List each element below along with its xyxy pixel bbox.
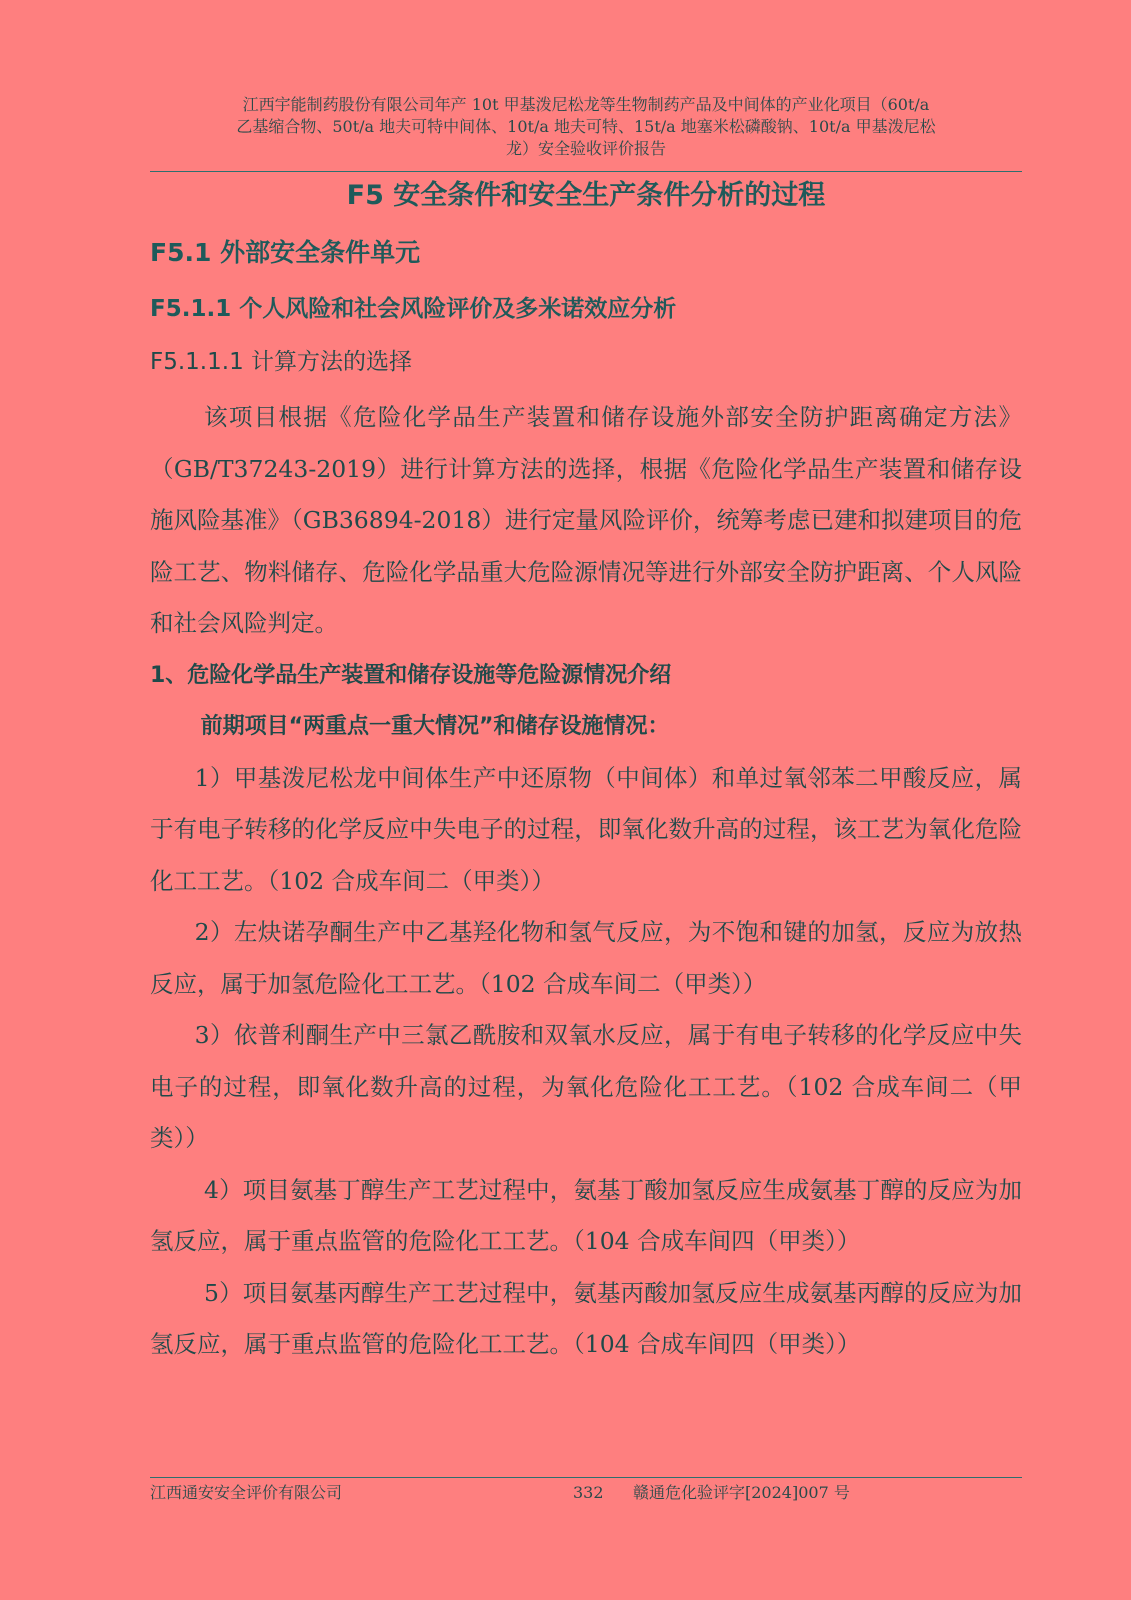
subsubsection-heading: F5.1.1.1 计算方法的选择 (150, 349, 413, 375)
list-item-5: 5）项目氨基丙醇生产工艺过程中，氨基丙酸加氢反应生成氨基丙醇的反应为加氢反应，属于重点监管的危险化工工艺。（104 合成车间四（甲类）） (150, 1278, 1022, 1358)
body-text (150, 392, 1022, 1371)
footer-divider (150, 1477, 1022, 1478)
page-number: 332 (573, 1483, 604, 1502)
chapter-title: F5 安全条件和安全生产条件分析的过程 (346, 180, 826, 211)
header-line-1: 江西宇能制药股份有限公司年产 10t 甲基泼尼松龙等生物制药产品及中间体的产业化项目（60t/a (242, 95, 930, 114)
header-line-2: 乙基缩合物、50t/a 地夫可特中间体、10t/a 地夫可特、15t/a 地塞米松磷酸钠、10t/a 甲基泼尼松 (236, 117, 936, 136)
page-header (150, 94, 1022, 160)
header-divider (150, 171, 1022, 172)
subsection-heading: F5.1.1 个人风险和社会风险评价及多米诺效应分析 (150, 296, 677, 322)
section-heading: F5.1 外部安全条件单元 (150, 238, 421, 267)
document-page (150, 0, 1022, 1600)
document-number: 赣通危化验评字[2024]007 号 (633, 1483, 850, 1502)
list-heading-2: 前期项目“两重点一重大情况”和储存设施情况： (200, 714, 670, 739)
list-item-2: 2）左炔诺孕酮生产中乙基羟化物和氢气反应，为不饱和键的加氢，反应为放热反应，属于加氢危险化工工艺。（102 合成车间二（甲类）） (150, 918, 1022, 998)
list-heading-1: 1、危险化学品生产装置和储存设施等危险源情况介绍 (150, 662, 672, 688)
list-item-4: 4）项目氨基丁醇生产工艺过程中，氨基丁酸加氢反应生成氨基丁醇的反应为加氢反应，属于重点监管的危险化工工艺。（104 合成车间四（甲类）） (150, 1175, 1022, 1255)
list-item-3: 3）依普利酮生产中三氯乙酰胺和双氧水反应，属于有电子转移的化学反应中失电子的过程，即氧化数升高的过程，为氧化危险化工工艺。（102 合成车间二（甲类）） (150, 1021, 1022, 1152)
list-item-1: 1）甲基泼尼松龙中间体生产中还原物（中间体）和单过氧邻苯二甲酸反应，属于有电子转移的化学反应中失电子的过程，即氧化数升高的过程，该工艺为氧化危险化工工艺。（102 合成车间二（甲类）） (150, 763, 1022, 895)
footer-company: 江西通安安全评价有限公司 (150, 1483, 343, 1502)
intro-paragraph: 该项目根据《危险化学品生产装置和储存设施外部安全防护距离确定方法》（GB/T37243-2019）进行计算方法的选择，根据《危险化学品生产装置和储存设施风险基准》（GB36894-2018）进行定量风险评价，统筹考虑已建和拟建项目的危险工艺、物料储存、危险化学品重大危险源情况等进行外部安全防护距离、个人风险和社会风险判定。 (150, 403, 1022, 637)
header-line-3: 龙）安全验收评价报告 (505, 139, 666, 158)
